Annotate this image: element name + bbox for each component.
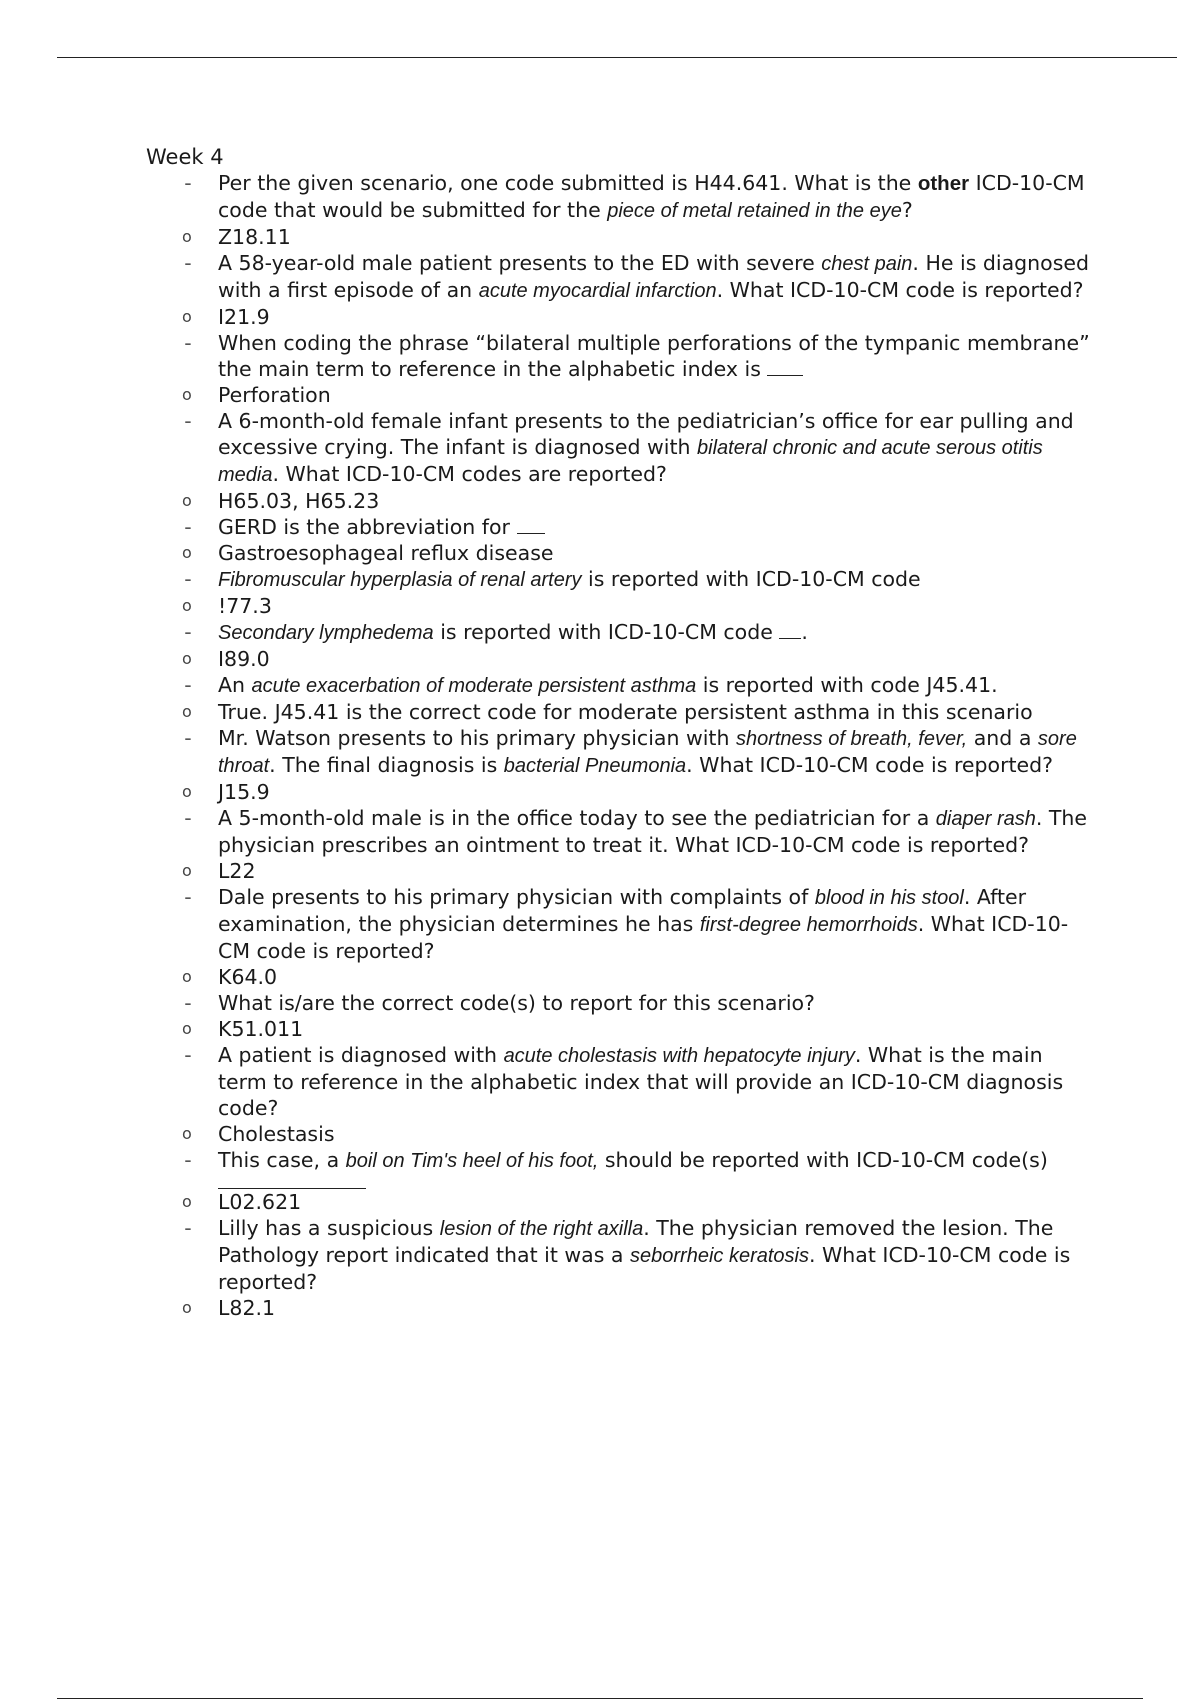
question-item <box>146 408 1096 488</box>
question-text <box>218 566 1096 593</box>
question-fragment: . The final diagnosis is <box>269 753 504 777</box>
answer-item <box>146 224 1096 250</box>
circle-bullet-icon: o <box>182 596 192 615</box>
answer-blank <box>767 357 803 376</box>
question-fragment: . What is the main term to reference in the alphabetic index that will provide an ICD-10-CM diagnosis code? <box>218 1043 1064 1120</box>
emphasized-text: shortness of breath, fever, <box>735 728 968 750</box>
answer-item <box>146 540 1096 566</box>
answer-text: I21.9 <box>218 305 270 329</box>
circle-bullet-icon: o <box>182 1019 192 1038</box>
question-item <box>146 1042 1096 1121</box>
circle-bullet-icon: o <box>182 782 192 801</box>
question-item <box>146 330 1096 382</box>
circle-bullet-icon: o <box>182 702 192 721</box>
question-fragment: ? <box>901 198 913 222</box>
emphasized-text: bilateral chronic and acute serous otitis media <box>218 437 1043 486</box>
question-item <box>146 990 1096 1016</box>
dash-bullet: - <box>184 515 192 539</box>
question-fragment: . What ICD-10- CM code is reported? <box>218 912 1069 963</box>
question-fragment: Dale presents to his primary physician with complaints of <box>218 885 815 909</box>
top-rule <box>57 57 1177 58</box>
answer-item <box>146 858 1096 884</box>
answer-item <box>146 1121 1096 1147</box>
answer-item <box>146 1016 1096 1042</box>
answer-item <box>146 593 1096 619</box>
answer-text: L22 <box>218 859 256 883</box>
question-text <box>218 884 1096 964</box>
question-text <box>218 1215 1096 1295</box>
dash-bullet: - <box>184 673 192 697</box>
answer-text: Cholestasis <box>218 1122 335 1146</box>
answer-text: Perforation <box>218 383 331 407</box>
question-fragment: should be reported with ICD-10-CM code(s) <box>598 1148 1048 1172</box>
question-fragment: . What ICD-10-CM code is reported? <box>686 753 1054 777</box>
question-text <box>218 408 1096 488</box>
circle-bullet-icon: o <box>182 861 192 880</box>
dash-bullet: - <box>184 331 192 355</box>
dash-bullet: - <box>184 1148 192 1172</box>
dash-bullet: - <box>184 885 192 909</box>
question-fragment: Lilly has a suspicious <box>218 1216 440 1240</box>
question-text <box>218 619 1096 646</box>
question-item <box>146 672 1096 699</box>
question-item <box>146 514 1096 540</box>
emphasized-text: boil on Tim's heel of his foot, <box>345 1150 599 1172</box>
circle-bullet-icon: o <box>182 1192 192 1211</box>
question-text <box>218 1042 1096 1121</box>
question-text <box>218 250 1096 304</box>
answer-text: True. J45.41 is the correct code for moderate persistent asthma in this scenario <box>218 700 1033 724</box>
dash-bullet: - <box>184 409 192 433</box>
emphasized-text: diaper rash <box>935 808 1036 830</box>
answer-item <box>146 646 1096 672</box>
question-fragment: and a <box>967 726 1038 750</box>
answer-text: L82.1 <box>218 1296 276 1320</box>
dash-bullet: - <box>184 726 192 750</box>
question-item <box>146 170 1096 224</box>
answer-text: K64.0 <box>218 965 278 989</box>
emphasized-text: lesion of the right axilla <box>439 1218 644 1240</box>
question-fragment: A 5-month-old male is in the office today to see the pediatrician for a <box>218 806 936 830</box>
emphasized-text: acute myocardial infarction <box>478 280 717 302</box>
answer-blank <box>779 620 801 639</box>
week-heading: Week 4 <box>146 145 224 169</box>
question-item <box>146 250 1096 304</box>
question-fragment: Mr. Watson presents to his primary physician with <box>218 726 736 750</box>
circle-bullet-icon: o <box>182 385 192 404</box>
answer-item <box>146 1295 1096 1321</box>
bottom-rule <box>57 1698 1143 1699</box>
circle-bullet-icon: o <box>182 1298 192 1317</box>
emphasized-text: Secondary lymphedema <box>218 622 434 644</box>
emphasized-text: chest pain <box>821 253 913 275</box>
question-fragment: . He is diagnosed with a first episode of an <box>218 251 1090 302</box>
dash-bullet: - <box>184 171 192 195</box>
circle-bullet-icon: o <box>182 967 192 986</box>
answer-item <box>146 304 1096 330</box>
dash-bullet: - <box>184 806 192 830</box>
answer-item <box>146 488 1096 514</box>
dash-bullet: - <box>184 620 192 644</box>
circle-bullet-icon: o <box>182 227 192 246</box>
question-text <box>218 990 1096 1016</box>
question-fragment: . <box>801 620 808 644</box>
emphasized-text: acute cholestasis with hepatocyte injury <box>503 1045 855 1067</box>
circle-bullet-icon: o <box>182 307 192 326</box>
answer-text: !77.3 <box>218 594 272 618</box>
emphasized-text: piece of metal retained in the eye <box>607 200 902 222</box>
dash-bullet: - <box>184 251 192 275</box>
emphasized-text: sore throat <box>218 728 1077 777</box>
answer-item <box>146 964 1096 990</box>
circle-bullet-icon: o <box>182 491 192 510</box>
answer-blank <box>517 515 545 534</box>
question-fragment: . After examination, the physician determines he has <box>218 885 1027 936</box>
question-text <box>218 725 1096 779</box>
question-fragment: When coding the phrase “bilateral multiple perforations of the tympanic membrane” the main term to reference in the alphabetic index is <box>218 331 1090 381</box>
answer-item <box>146 1189 1096 1215</box>
question-fragment: . The physician removed the lesion. The Pathology report indicated that it was a <box>218 1216 1054 1267</box>
answer-text: Gastroesophageal reflux disease <box>218 541 554 565</box>
question-text <box>218 805 1096 858</box>
question-item <box>146 1215 1096 1295</box>
dash-bullet: - <box>184 1043 192 1067</box>
answer-text: Z18.11 <box>218 225 291 249</box>
question-text <box>218 1147 1096 1189</box>
dash-bullet: - <box>184 1216 192 1240</box>
answer-text: J15.9 <box>218 780 270 804</box>
dash-bullet: - <box>184 991 192 1015</box>
answer-text: H65.03, H65.23 <box>218 489 380 513</box>
question-fragment: A patient is diagnosed with <box>218 1043 504 1067</box>
circle-bullet-icon: o <box>182 543 192 562</box>
answer-text: I89.0 <box>218 647 270 671</box>
question-text <box>218 514 1096 540</box>
question-fragment: An <box>218 673 252 697</box>
answer-item <box>146 779 1096 805</box>
emphasized-text: Fibromuscular hyperplasia of renal artery <box>218 569 582 591</box>
answer-text: L02.621 <box>218 1190 302 1214</box>
question-fragment: . What ICD-10-CM code is reported? <box>218 1243 1071 1294</box>
question-item <box>146 805 1096 858</box>
question-fragment: A 58-year-old male patient presents to the ED with severe <box>218 251 822 275</box>
emphasized-text: bacterial Pneumonia <box>503 755 687 777</box>
emphasized-text: acute exacerbation of moderate persistent asthma <box>251 675 697 697</box>
answer-text: K51.011 <box>218 1017 304 1041</box>
question-fragment: This case, a <box>218 1148 346 1172</box>
question-item <box>146 619 1096 646</box>
question-fragment: is reported with ICD-10-CM code <box>433 620 780 644</box>
answer-item <box>146 699 1096 725</box>
question-item <box>146 566 1096 593</box>
question-fragment: . The physician prescribes an ointment to treat it. What ICD-10-CM code is reported? <box>218 806 1088 857</box>
emphasized-text: seborrheic keratosis <box>630 1245 809 1267</box>
question-fragment: . What ICD-10-CM codes are reported? <box>272 462 667 486</box>
question-fragment: ICD-10-CM code that would be submitted for the <box>218 171 1085 222</box>
question-fragment: is reported with ICD-10-CM code <box>581 567 921 591</box>
answer-item <box>146 382 1096 408</box>
question-text <box>218 672 1096 699</box>
question-fragment: A 6-month-old female infant presents to the pediatrician’s office for ear pulling and excessive crying. The infant is diagnosed with <box>218 409 1074 459</box>
question-fragment: What is/are the correct code(s) to report for this scenario? <box>218 991 815 1015</box>
question-fragment: . What ICD-10-CM code is reported? <box>716 278 1084 302</box>
question-text <box>218 170 1096 224</box>
question-fragment: is reported with code J45.41. <box>696 673 998 697</box>
circle-bullet-icon: o <box>182 1124 192 1143</box>
question-item <box>146 1147 1096 1189</box>
question-text <box>218 330 1096 382</box>
question-item <box>146 884 1096 964</box>
question-list <box>146 170 1096 1321</box>
emphasized-text: first-degree hemorrhoids <box>699 914 918 936</box>
question-fragment: Per the given scenario, one code submitted is H44.641. What is the <box>218 171 918 195</box>
emphasized-text: blood in his stool <box>814 887 964 909</box>
document-body <box>146 144 1096 1321</box>
circle-bullet-icon: o <box>182 649 192 668</box>
bold-text: other <box>917 172 970 195</box>
question-fragment: GERD is the abbreviation for <box>218 515 517 539</box>
dash-bullet: - <box>184 567 192 591</box>
question-item <box>146 725 1096 779</box>
